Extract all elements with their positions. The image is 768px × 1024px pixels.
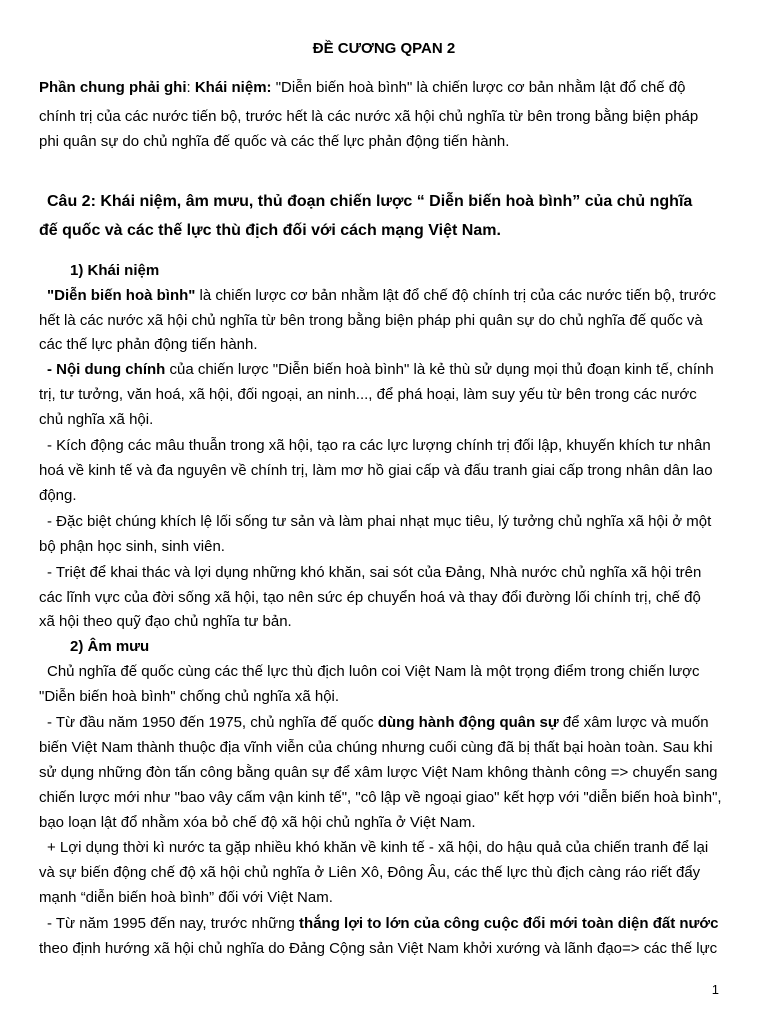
- s1-p2-line-1: [47, 357, 714, 382]
- intro-line-1: [39, 75, 685, 100]
- s1-p5-line-3: xã hội theo quỹ đạo chủ nghĩa tư bản.: [39, 613, 292, 630]
- s2-p3-line-2: và sự biến động chế độ xã hội chủ nghĩa ở Liên Xô, Đông Âu, các thế lực thù địch càng ráo riết đẩy: [39, 864, 701, 881]
- s2-p4-bold: thắng lợi to lớn của công cuộc đổi mới toàn diện đất nước: [299, 915, 719, 932]
- s1-p2-text: của chiến lược "Diễn biến hoà bình" là kẻ thù sử dụng mọi thủ đoạn kinh tế, chính: [165, 361, 714, 378]
- section-1-heading: 1) Khái niệm: [70, 262, 160, 279]
- page-number: 1: [711, 982, 719, 997]
- s2-p2-line-3: sử dụng những đòn tấn công bằng quân sự để xâm lược Việt Nam không thành công => chuyển sang: [39, 764, 718, 781]
- s1-p1-line-2: hết là các nước xã hội chủ nghĩa từ bên trong bằng biện pháp phi quân sự do chủ nghĩa đế quốc và: [39, 312, 703, 329]
- intro-text: "Diễn biến hoà bình" là chiến lược cơ bản nhằm lật đổ chế độ: [271, 79, 686, 96]
- s1-p5-line-2: các lĩnh vực của đời sống xã hội, tạo nên sức ép chuyển hoá và thay đổi đường lối chính trị, chế độ: [39, 589, 701, 606]
- intro-sep: :: [186, 79, 195, 96]
- s2-p1-line-1: Chủ nghĩa đế quốc cùng các thế lực thù địch luôn coi Việt Nam là một trọng điểm trong chiến lược: [47, 663, 700, 680]
- s1-p2-line-3: chủ nghĩa xã hội.: [39, 411, 154, 428]
- s2-p3-line-3: mạnh “diễn biến hoà bình” đối với Việt Nam.: [39, 889, 333, 906]
- s2-p2-line-1: [47, 710, 709, 735]
- intro-term: Khái niệm:: [194, 79, 272, 96]
- s2-p2-bold: dùng hành động quân sự: [377, 714, 559, 731]
- s1-p1-text: là chiến lược cơ bản nhằm lật đổ chế độ chính trị của các nước tiến bộ, trước: [195, 287, 716, 304]
- s1-p3-line-2: hoá về kinh tế và đa nguyên về chính trị, làm mơ hồ giai cấp và đấu tranh giai cấp trong nhân dân lao: [39, 462, 713, 479]
- question-heading-line-1: Câu 2: Khái niệm, âm mưu, thủ đoạn chiến lược “ Diễn biến hoà bình” của chủ nghĩa: [47, 193, 693, 210]
- s1-p3-line-1: - Kích động các mâu thuẫn trong xã hội, tạo ra các lực lượng chính trị đối lập, khuyến khích tư nhân: [47, 437, 711, 454]
- s2-p4-pre: - Từ năm 1995 đến nay, trước những: [47, 915, 300, 932]
- s2-p2-post: để xâm lược và muốn: [558, 714, 709, 731]
- s2-p2-line-5: bạo loạn lật đổ nhằm xóa bỏ chế độ xã hội chủ nghĩa ở Việt Nam.: [39, 814, 476, 831]
- intro-line-3: phi quân sự do chủ nghĩa đế quốc và các thế lực phản động tiến hành.: [39, 133, 510, 150]
- s1-p4-line-1: - Đặc biệt chúng khích lệ lối sống tư sản và làm phai nhạt mục tiêu, lý tưởng chủ nghĩa xã hội ở một: [47, 513, 712, 530]
- s2-p2-pre: - Từ đầu năm 1950 đến 1975, chủ nghĩa đế quốc: [47, 714, 378, 731]
- document-title: ĐỀ CƯƠNG QPAN 2: [312, 40, 456, 57]
- s1-p5-line-1: - Triệt để khai thác và lợi dụng những khó khăn, sai sót của Đảng, Nhà nước chủ nghĩa xã hội trên: [47, 564, 702, 581]
- section-2-heading: 2) Âm mưu: [70, 638, 150, 655]
- s1-p1-line-3: các thế lực phản động tiến hành.: [39, 336, 258, 353]
- s2-p3-line-1: + Lợi dụng thời kì nước ta gặp nhiều khó khăn về kinh tế - xã hội, do hậu quả của chiến tranh để lại: [47, 839, 709, 856]
- s1-p2-bold: - Nội dung chính: [47, 361, 166, 378]
- s1-p2-line-2: trị, tư tưởng, văn hoá, xã hội, đối ngoại, an ninh..., để phá hoại, làm suy yếu từ bên trong các nước: [39, 386, 697, 403]
- intro-line-2: chính trị của các nước tiến bộ, trước hết là các nước xã hội chủ nghĩa từ bên trong bằng biện pháp: [39, 108, 699, 125]
- intro-lead: Phần chung phải ghi: [39, 79, 187, 96]
- s1-p1-line-1: [47, 283, 716, 308]
- s1-p1-bold: "Diễn biến hoà bình": [47, 287, 196, 304]
- s1-p3-line-3: động.: [39, 487, 77, 504]
- question-heading-line-2: đế quốc và các thế lực thù địch đối với cách mạng Việt Nam.: [39, 222, 501, 239]
- s1-p4-line-2: bộ phận học sinh, sinh viên.: [39, 538, 225, 555]
- s2-p2-line-2: biến Việt Nam thành thuộc địa vĩnh viễn của chúng nhưng cuối cùng đã bị thất bại hoàn toàn. Sau khi: [39, 739, 713, 756]
- s2-p4-line-2: theo định hướng xã hội chủ nghĩa do Đảng Cộng sản Việt Nam khởi xướng và lãnh đạo=> các thế lực: [39, 940, 718, 957]
- s2-p2-line-4: chiến lược mới như "bao vây cấm vận kinh tế", "cô lập về ngoại giao" kết hợp với "diễn biến hoà bình",: [39, 789, 722, 806]
- s2-p4-line-1: [47, 911, 718, 936]
- s2-p1-line-2: "Diễn biến hoà bình" chống chủ nghĩa xã hội.: [39, 688, 340, 705]
